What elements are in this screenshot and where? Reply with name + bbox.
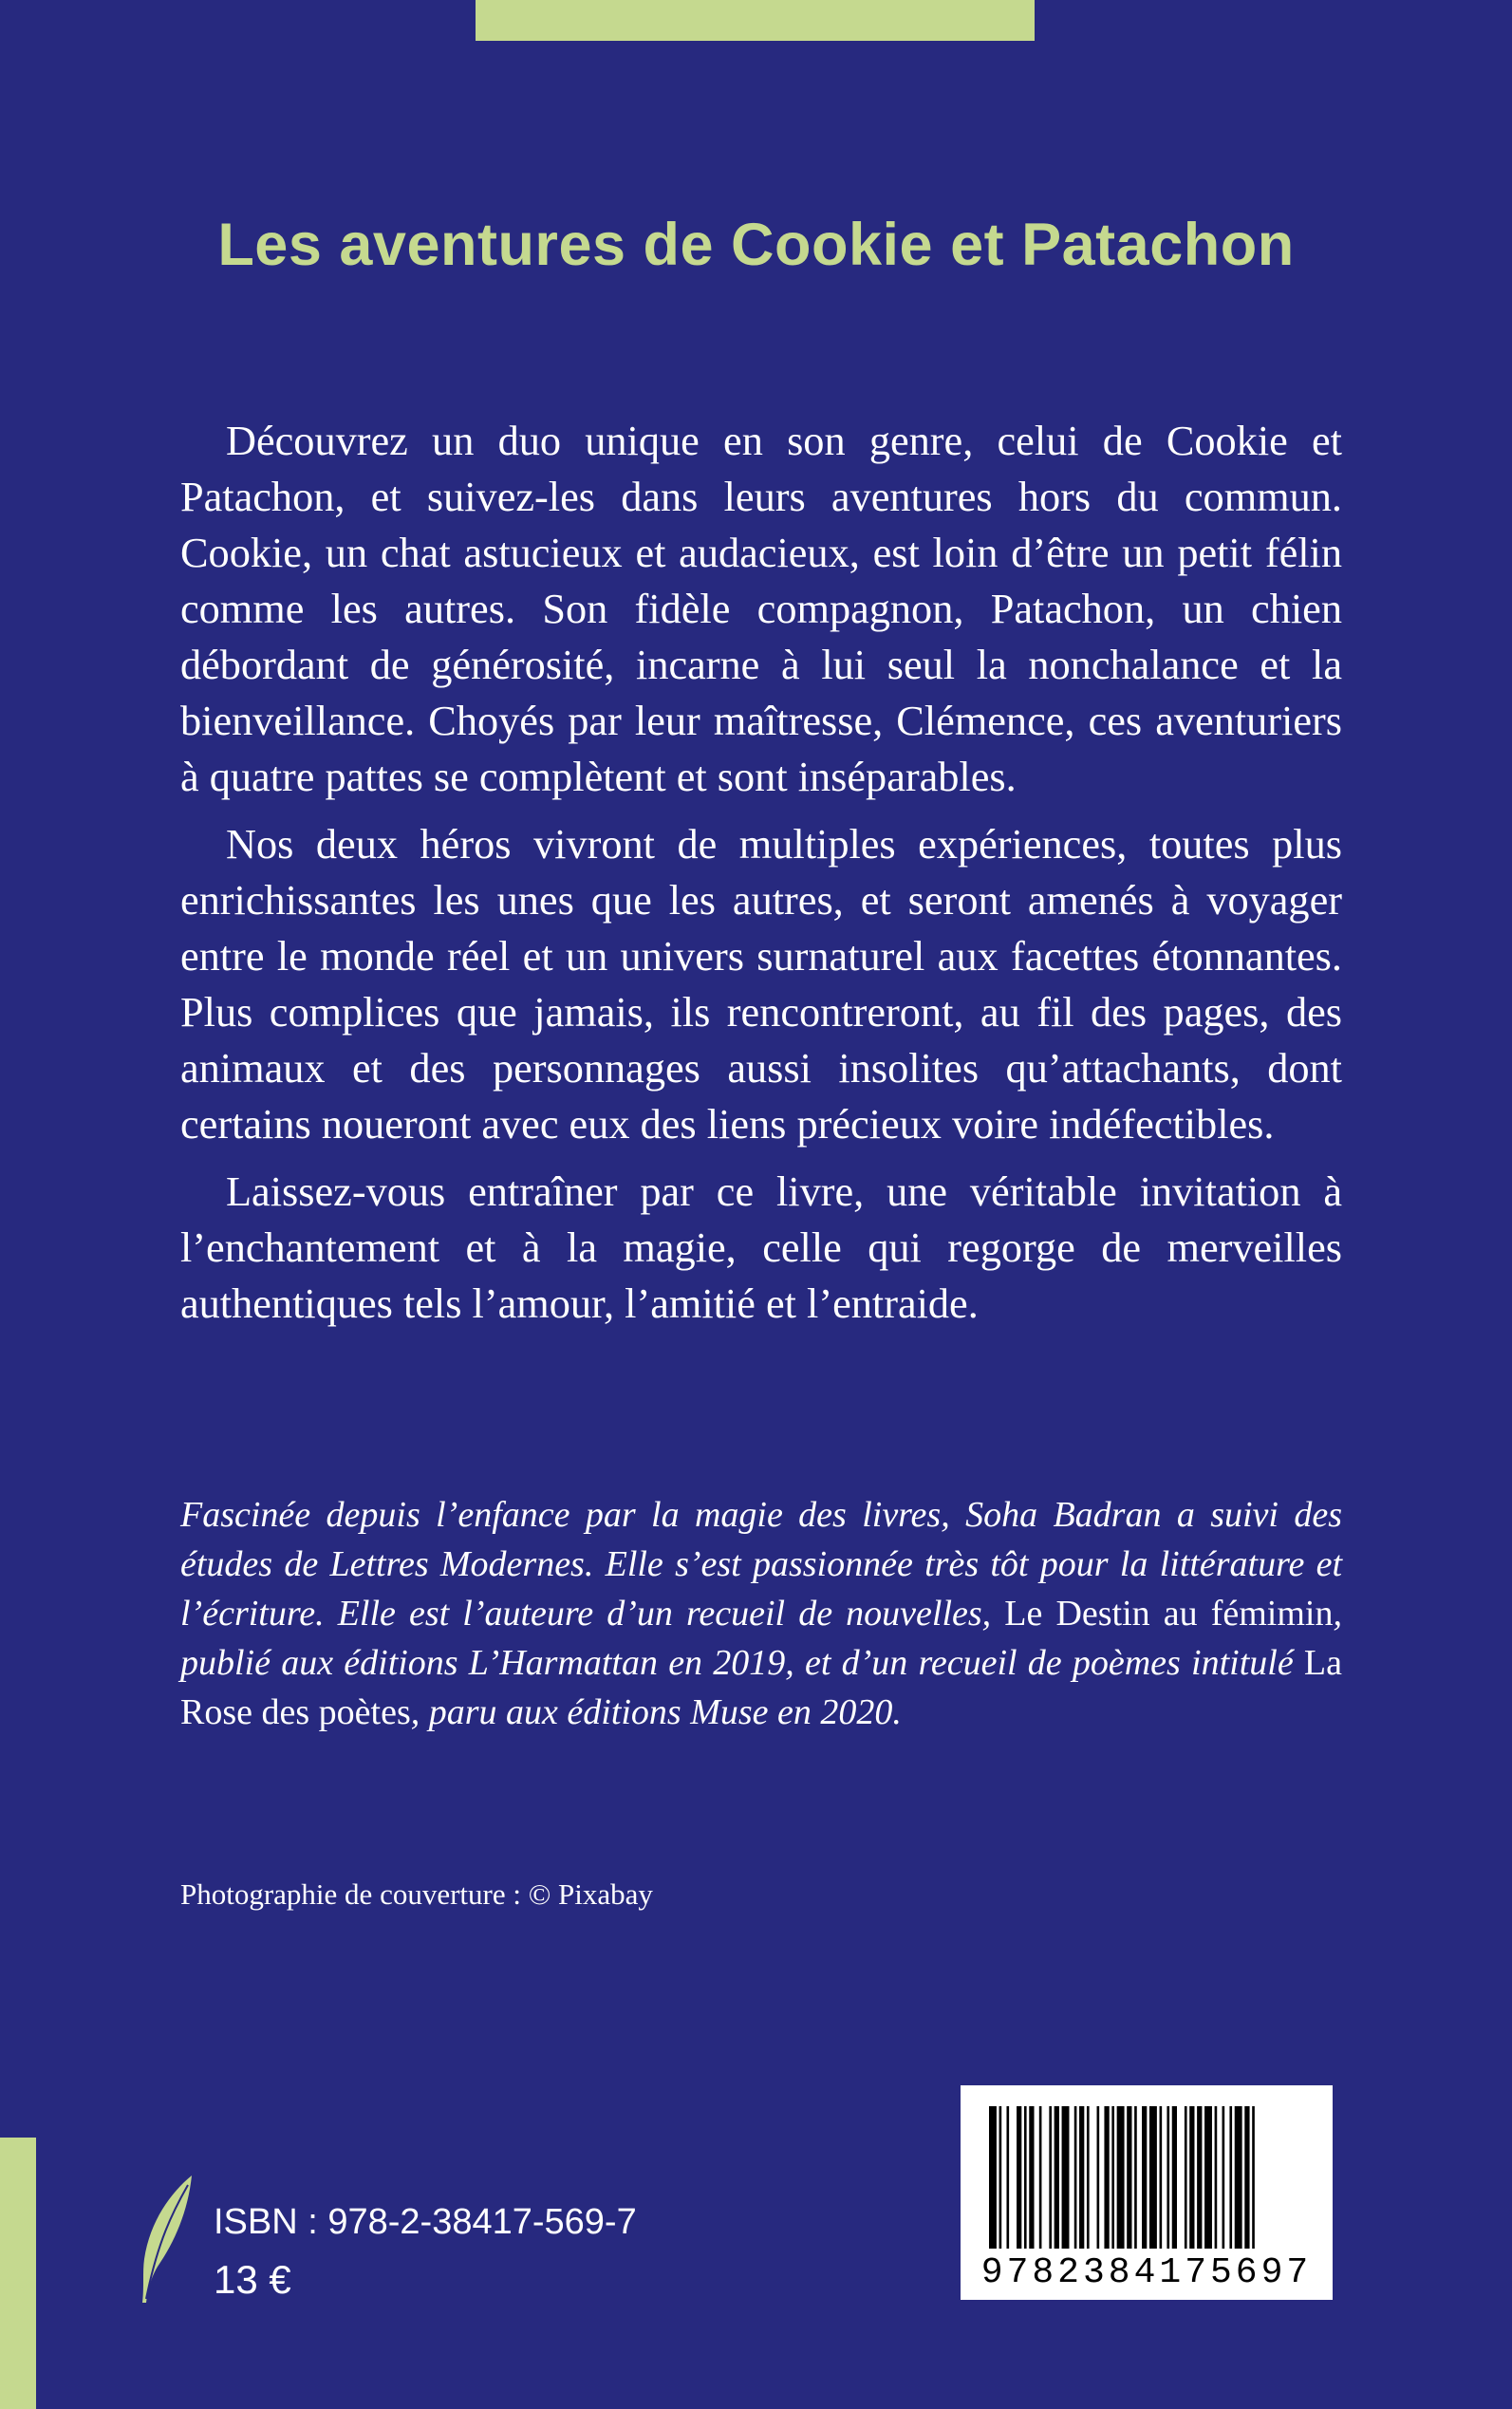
barcode-bar <box>1055 2106 1059 2249</box>
bio-book-title-2: La Rose des poètes <box>180 1643 1342 1732</box>
barcode-bar <box>1149 2106 1157 2249</box>
bio-text-3: , paru aux éditions Muse en 2020. <box>410 1692 902 1732</box>
barcode-bar <box>1235 2106 1242 2249</box>
barcode-bar <box>1189 2106 1194 2249</box>
barcode-digits: 9782384175697 <box>980 2252 1313 2293</box>
blurb-paragraph-1: Découvrez un duo unique en son genre, celui de Cookie et Patachon, et suivez-les dans leurs aventures hors du commun. Cookie, un chat astucieux et audacieux, est loin d’être un petit félin comme les autres. Son fidèle compagnon, Patachon, un chien débordant de générosité, incarne à lui seul la nonchalance et la bienveillance. Choyés par leur maîtresse, Clémence, ces aventuriers à quatre pattes se complètent et sont inséparables. <box>180 418 1342 800</box>
barcode-bar <box>1111 2106 1114 2249</box>
barcode-bar <box>1215 2106 1218 2249</box>
book-blurb <box>180 413 1342 1343</box>
barcode-bar <box>1244 2106 1249 2249</box>
barcode-bar <box>1062 2106 1070 2249</box>
barcode-bar <box>1024 2106 1027 2249</box>
isbn-label: ISBN : 978-2-38417-569-7 <box>214 2202 637 2242</box>
book-title: Les aventures de Cookie et Patachon <box>217 212 1295 278</box>
barcode-bar <box>989 2106 997 2249</box>
barcode-bar <box>1229 2106 1232 2249</box>
blurb-paragraph-2: Nos deux héros vivront de multiples expériences, toutes plus enrichissantes les unes que les autres, et seront amenés à voyager entre le monde réel et un univers surnaturel aux facettes étonnantes. Plus complices que jamais, ils rencontreront, au fil des pages, des animaux et des personnages aussi insolites qu’attachants, dont certains noueront avec eux des liens précieux voire indéfectibles. <box>180 821 1342 1148</box>
barcode-bar <box>999 2106 1002 2249</box>
feather-logo-icon <box>133 2174 199 2306</box>
barcode-bar <box>1185 2106 1187 2249</box>
barcode-bar <box>1223 2106 1225 2249</box>
author-bio <box>180 1490 1342 1737</box>
barcode-bar <box>1160 2106 1163 2249</box>
barcode-bar <box>1029 2106 1034 2249</box>
barcode-bar <box>1049 2106 1052 2249</box>
barcode-bar <box>1074 2106 1077 2249</box>
barcode-bar <box>1127 2106 1131 2249</box>
barcode-bar <box>1097 2106 1100 2249</box>
bio-book-title-1: Le Destin au fémimin <box>1004 1594 1334 1634</box>
barcode-bar <box>1006 2106 1009 2249</box>
barcode-bar <box>1134 2106 1137 2249</box>
barcode <box>961 2085 1333 2300</box>
barcode-bar <box>1204 2106 1212 2249</box>
barcode-bar <box>1039 2106 1042 2249</box>
barcode-bar <box>1104 2106 1109 2249</box>
price-label: 13 € <box>214 2257 291 2302</box>
barcode-bar <box>1172 2106 1177 2249</box>
top-accent-band <box>476 0 1035 41</box>
bio-text-2: , publié aux éditions L’Harmattan en 2019, et d’un recueil de poèmes intitulé <box>180 1594 1342 1683</box>
photo-credit: Photographie de couverture : © Pixabay <box>180 1877 653 1911</box>
barcode-bar <box>1142 2106 1147 2249</box>
barcode-bar <box>1087 2106 1090 2249</box>
barcode-bars <box>961 2085 1333 2252</box>
barcode-bar <box>1079 2106 1084 2249</box>
barcode-bar <box>1017 2106 1021 2249</box>
barcode-bar <box>1117 2106 1125 2249</box>
blurb-paragraph-3: Laissez-vous entraîner par ce livre, une véritable invitation à l’enchantement et à la magie, celle qui regorge de merveilles authentiques tels l’amour, l’amitié et l’entraide. <box>180 1168 1342 1327</box>
bio-text-1: Fascinée depuis l’enfance par la magie des livres, Soha Badran a suivi des études de Lettres Modernes. Elle s’est passionnée très tôt pour la littérature et l’écriture. Elle est l’auteure d’un recueil de nouvelles, <box>180 1495 1342 1634</box>
barcode-bar <box>1252 2106 1255 2249</box>
barcode-bar <box>1167 2106 1169 2249</box>
barcode-bar <box>1197 2106 1202 2249</box>
side-accent-band <box>0 2138 36 2409</box>
